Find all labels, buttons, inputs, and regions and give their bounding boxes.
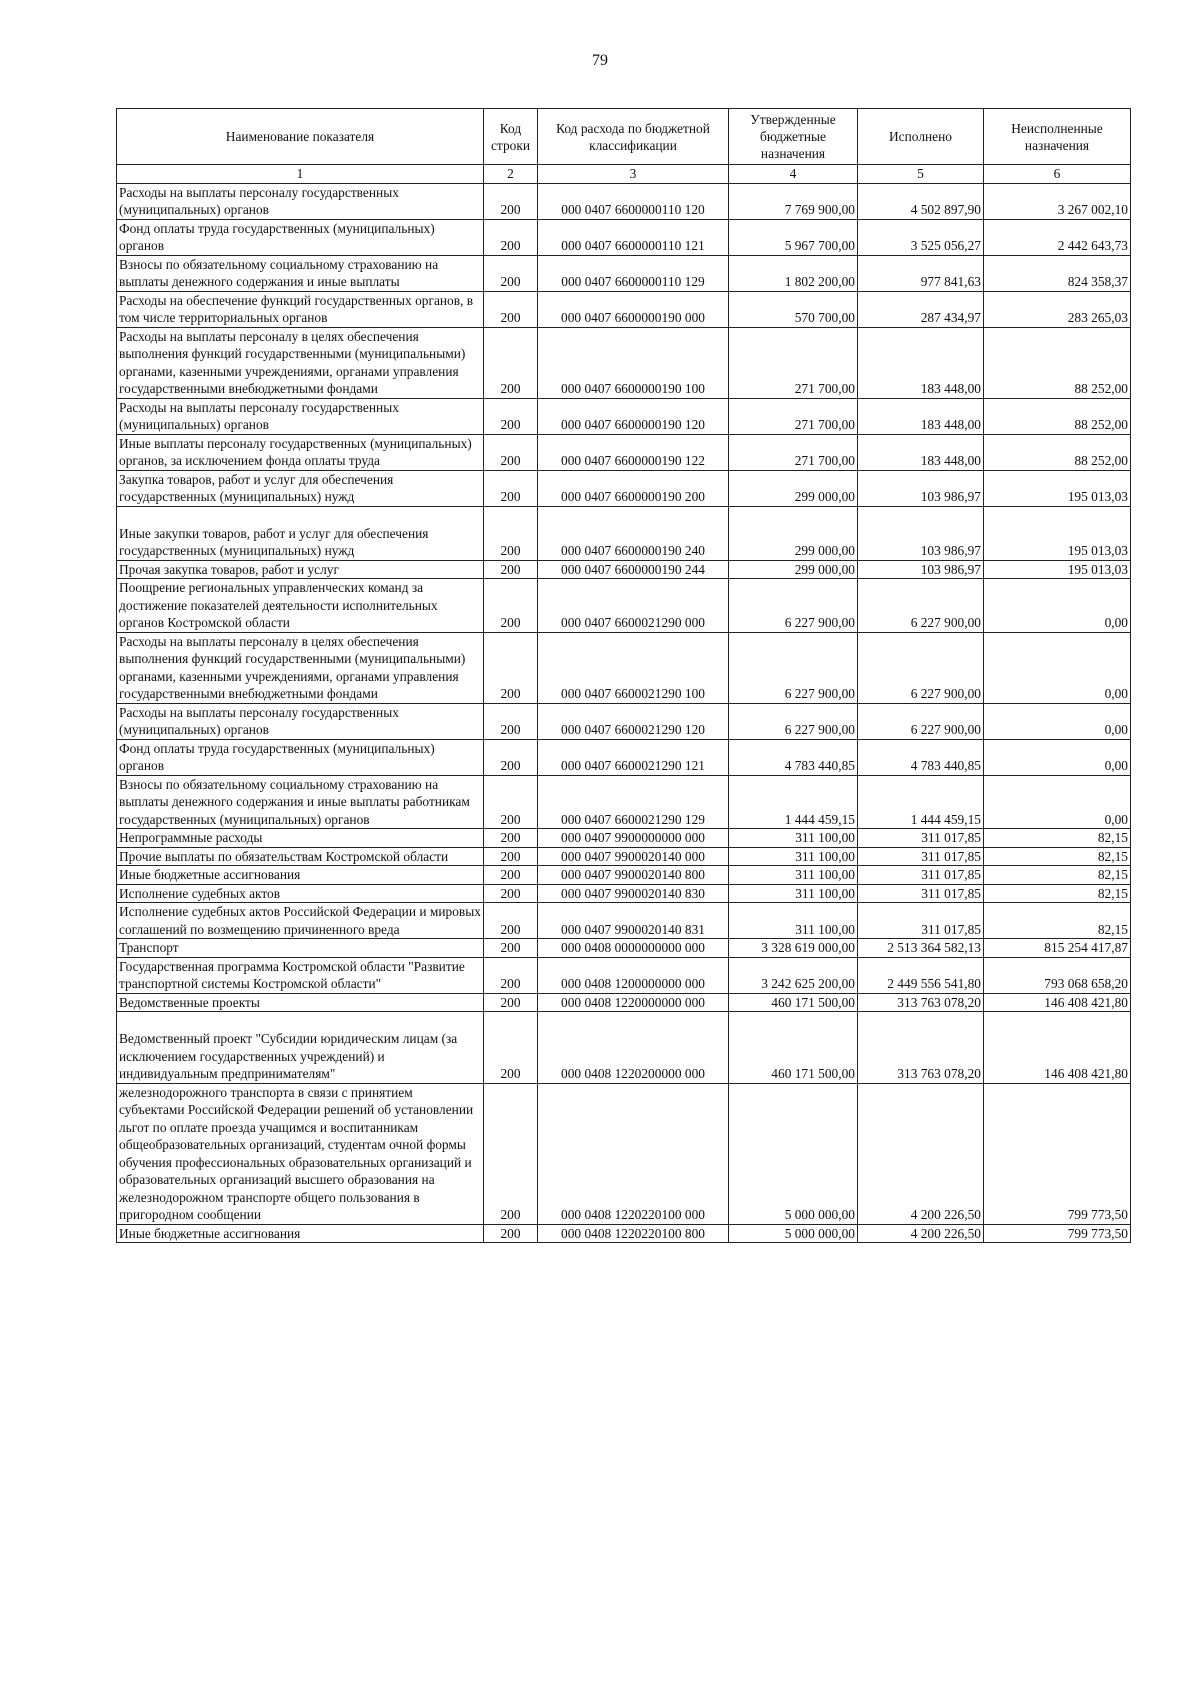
unexecuted-amount-cell: 82,15 xyxy=(984,903,1131,939)
executed-amount-cell: 311 017,85 xyxy=(858,829,984,848)
table-row xyxy=(117,1224,1131,1243)
classification-code-cell: 000 0407 6600000190 000 xyxy=(538,291,729,327)
classification-code-cell: 000 0407 6600000190 240 xyxy=(538,506,729,560)
classification-code-cell: 000 0407 9900020140 800 xyxy=(538,866,729,885)
row-code-cell: 200 xyxy=(484,829,538,848)
executed-amount-cell: 311 017,85 xyxy=(858,866,984,885)
approved-amount-cell: 1 444 459,15 xyxy=(729,775,858,829)
table-row xyxy=(117,255,1131,291)
approved-amount-cell: 3 328 619 000,00 xyxy=(729,939,858,958)
classification-code-cell: 000 0407 6600000190 200 xyxy=(538,470,729,506)
table-row xyxy=(117,1083,1131,1224)
row-code-cell: 200 xyxy=(484,775,538,829)
classification-code-cell: 000 0408 1220200000 000 xyxy=(538,1012,729,1084)
executed-amount-cell: 287 434,97 xyxy=(858,291,984,327)
row-code-cell: 200 xyxy=(484,703,538,739)
classification-code-cell: 000 0407 9900020140 000 xyxy=(538,847,729,866)
classification-code-cell: 000 0407 9900020140 831 xyxy=(538,903,729,939)
unexecuted-amount-cell: 195 013,03 xyxy=(984,506,1131,560)
table-row xyxy=(117,866,1131,885)
approved-amount-cell: 3 242 625 200,00 xyxy=(729,957,858,993)
table-row xyxy=(117,957,1131,993)
header-budget-classification: Код расхода по бюджетной классификации xyxy=(538,109,729,165)
classification-code-cell: 000 0407 6600021290 121 xyxy=(538,739,729,775)
row-code-cell: 200 xyxy=(484,939,538,958)
table-row xyxy=(117,884,1131,903)
row-code-cell: 200 xyxy=(484,470,538,506)
executed-amount-cell: 311 017,85 xyxy=(858,884,984,903)
table-row xyxy=(117,829,1131,848)
executed-amount-cell: 103 986,97 xyxy=(858,470,984,506)
executed-amount-cell: 4 783 440,85 xyxy=(858,739,984,775)
header-unexecuted: Неисполненные назначения xyxy=(984,109,1131,165)
approved-amount-cell: 1 802 200,00 xyxy=(729,255,858,291)
unexecuted-amount-cell: 0,00 xyxy=(984,703,1131,739)
approved-amount-cell: 271 700,00 xyxy=(729,434,858,470)
approved-amount-cell: 5 967 700,00 xyxy=(729,219,858,255)
header-row-code: Код строки xyxy=(484,109,538,165)
unexecuted-amount-cell: 82,15 xyxy=(984,866,1131,885)
approved-amount-cell: 299 000,00 xyxy=(729,506,858,560)
unexecuted-amount-cell: 815 254 417,87 xyxy=(984,939,1131,958)
approved-amount-cell: 7 769 900,00 xyxy=(729,183,858,219)
column-number-row xyxy=(117,165,1131,184)
row-code-cell: 200 xyxy=(484,739,538,775)
approved-amount-cell: 570 700,00 xyxy=(729,291,858,327)
executed-amount-cell: 103 986,97 xyxy=(858,560,984,579)
unexecuted-amount-cell: 0,00 xyxy=(984,739,1131,775)
unexecuted-amount-cell: 195 013,03 xyxy=(984,470,1131,506)
executed-amount-cell: 3 525 056,27 xyxy=(858,219,984,255)
table-row xyxy=(117,183,1131,219)
column-number: 3 xyxy=(538,165,729,184)
column-number: 2 xyxy=(484,165,538,184)
indicator-name-cell: Расходы на выплаты персоналу государственных (муниципальных) органов xyxy=(117,183,484,219)
executed-amount-cell: 311 017,85 xyxy=(858,903,984,939)
classification-code-cell: 000 0407 9900020140 830 xyxy=(538,884,729,903)
approved-amount-cell: 271 700,00 xyxy=(729,327,858,398)
unexecuted-amount-cell: 88 252,00 xyxy=(984,398,1131,434)
executed-amount-cell: 183 448,00 xyxy=(858,327,984,398)
unexecuted-amount-cell: 82,15 xyxy=(984,829,1131,848)
table-row xyxy=(117,775,1131,829)
classification-code-cell: 000 0407 6600021290 100 xyxy=(538,632,729,703)
indicator-name-cell: Транспорт xyxy=(117,939,484,958)
classification-code-cell: 000 0408 1220000000 000 xyxy=(538,993,729,1012)
row-code-cell: 200 xyxy=(484,1012,538,1084)
row-code-cell: 200 xyxy=(484,255,538,291)
unexecuted-amount-cell: 82,15 xyxy=(984,847,1131,866)
executed-amount-cell: 4 200 226,50 xyxy=(858,1083,984,1224)
indicator-name-cell: Иные выплаты персоналу государственных (муниципальных) органов, за исключением фонда оплаты труда xyxy=(117,434,484,470)
indicator-name-cell: Исполнение судебных актов Российской Федерации и мировых соглашений по возмещению причиненного вреда xyxy=(117,903,484,939)
row-code-cell: 200 xyxy=(484,560,538,579)
approved-amount-cell: 311 100,00 xyxy=(729,829,858,848)
executed-amount-cell: 2 513 364 582,13 xyxy=(858,939,984,958)
row-code-cell: 200 xyxy=(484,183,538,219)
unexecuted-amount-cell: 3 267 002,10 xyxy=(984,183,1131,219)
row-code-cell: 200 xyxy=(484,993,538,1012)
classification-code-cell: 000 0407 6600000110 129 xyxy=(538,255,729,291)
classification-code-cell: 000 0407 9900000000 000 xyxy=(538,829,729,848)
classification-code-cell: 000 0407 6600000190 100 xyxy=(538,327,729,398)
column-number: 4 xyxy=(729,165,858,184)
classification-code-cell: 000 0407 6600000190 122 xyxy=(538,434,729,470)
unexecuted-amount-cell: 283 265,03 xyxy=(984,291,1131,327)
indicator-name-cell: Фонд оплаты труда государственных (муниципальных) органов xyxy=(117,739,484,775)
table-row xyxy=(117,579,1131,633)
unexecuted-amount-cell: 88 252,00 xyxy=(984,434,1131,470)
table-row xyxy=(117,847,1131,866)
row-code-cell: 200 xyxy=(484,327,538,398)
unexecuted-amount-cell: 793 068 658,20 xyxy=(984,957,1131,993)
classification-code-cell: 000 0408 1220220100 800 xyxy=(538,1224,729,1243)
executed-amount-cell: 4 200 226,50 xyxy=(858,1224,984,1243)
executed-amount-cell: 183 448,00 xyxy=(858,434,984,470)
indicator-name-cell: Прочие выплаты по обязательствам Костромской области xyxy=(117,847,484,866)
executed-amount-cell: 2 449 556 541,80 xyxy=(858,957,984,993)
approved-amount-cell: 311 100,00 xyxy=(729,903,858,939)
table-header-row xyxy=(117,109,1131,165)
unexecuted-amount-cell: 146 408 421,80 xyxy=(984,993,1131,1012)
approved-amount-cell: 460 171 500,00 xyxy=(729,1012,858,1084)
table-row xyxy=(117,470,1131,506)
table-row xyxy=(117,434,1131,470)
row-code-cell: 200 xyxy=(484,579,538,633)
unexecuted-amount-cell: 0,00 xyxy=(984,775,1131,829)
table-row xyxy=(117,327,1131,398)
classification-code-cell: 000 0408 0000000000 000 xyxy=(538,939,729,958)
executed-amount-cell: 6 227 900,00 xyxy=(858,579,984,633)
page-number: 79 xyxy=(592,52,608,69)
executed-amount-cell: 6 227 900,00 xyxy=(858,632,984,703)
row-code-cell: 200 xyxy=(484,866,538,885)
classification-code-cell: 000 0407 6600021290 120 xyxy=(538,703,729,739)
indicator-name-cell: Иные бюджетные ассигнования xyxy=(117,866,484,885)
table-row xyxy=(117,632,1131,703)
executed-amount-cell: 977 841,63 xyxy=(858,255,984,291)
indicator-name-cell: Иные бюджетные ассигнования xyxy=(117,1224,484,1243)
unexecuted-amount-cell: 0,00 xyxy=(984,579,1131,633)
unexecuted-amount-cell: 195 013,03 xyxy=(984,560,1131,579)
approved-amount-cell: 311 100,00 xyxy=(729,884,858,903)
classification-code-cell: 000 0407 6600021290 129 xyxy=(538,775,729,829)
indicator-name-cell: Ведомственные проекты xyxy=(117,993,484,1012)
indicator-name-cell: Расходы на выплаты персоналу государственных (муниципальных) органов xyxy=(117,703,484,739)
row-code-cell: 200 xyxy=(484,847,538,866)
approved-amount-cell: 6 227 900,00 xyxy=(729,632,858,703)
unexecuted-amount-cell: 824 358,37 xyxy=(984,255,1131,291)
indicator-name-cell: Ведомственный проект "Субсидии юридическим лицам (за исключением государственных учреждений) и индивидуальным предпринимателям" xyxy=(117,1012,484,1084)
indicator-name-cell: Непрограммные расходы xyxy=(117,829,484,848)
unexecuted-amount-cell: 88 252,00 xyxy=(984,327,1131,398)
approved-amount-cell: 5 000 000,00 xyxy=(729,1224,858,1243)
unexecuted-amount-cell: 799 773,50 xyxy=(984,1083,1131,1224)
row-code-cell: 200 xyxy=(484,291,538,327)
header-indicator-name: Наименование показателя xyxy=(117,109,484,165)
indicator-name-cell: Закупка товаров, работ и услуг для обеспечения государственных (муниципальных) нужд xyxy=(117,470,484,506)
classification-code-cell: 000 0407 6600000190 244 xyxy=(538,560,729,579)
indicator-name-cell: Расходы на выплаты персоналу государственных (муниципальных) органов xyxy=(117,398,484,434)
row-code-cell: 200 xyxy=(484,398,538,434)
table-row xyxy=(117,506,1131,560)
approved-amount-cell: 271 700,00 xyxy=(729,398,858,434)
row-code-cell: 200 xyxy=(484,884,538,903)
approved-amount-cell: 6 227 900,00 xyxy=(729,579,858,633)
indicator-name-cell: железнодорожного транспорта в связи с принятием субъектами Российской Федерации решений об установлении льгот по оплате проезда учащимся и воспитанникам общеобразовательных организаций, студентам очной формы обучения профессиональных образовательных организаций и образовательных организаций высшего образования на железнодорожном транспорте общего пользования в пригородном сообщении xyxy=(117,1083,484,1224)
classification-code-cell: 000 0407 6600021290 000 xyxy=(538,579,729,633)
executed-amount-cell: 183 448,00 xyxy=(858,398,984,434)
column-number: 1 xyxy=(117,165,484,184)
table-row xyxy=(117,703,1131,739)
row-code-cell: 200 xyxy=(484,1224,538,1243)
indicator-name-cell: Государственная программа Костромской области "Развитие транспортной системы Костромской области" xyxy=(117,957,484,993)
table-row xyxy=(117,398,1131,434)
unexecuted-amount-cell: 0,00 xyxy=(984,632,1131,703)
table-body xyxy=(117,183,1131,1243)
classification-code-cell: 000 0407 6600000110 121 xyxy=(538,219,729,255)
approved-amount-cell: 6 227 900,00 xyxy=(729,703,858,739)
executed-amount-cell: 6 227 900,00 xyxy=(858,703,984,739)
row-code-cell: 200 xyxy=(484,1083,538,1224)
header-executed: Исполнено xyxy=(858,109,984,165)
indicator-name-cell: Иные закупки товаров, работ и услуг для обеспечения государственных (муниципальных) нужд xyxy=(117,506,484,560)
row-code-cell: 200 xyxy=(484,903,538,939)
table-row xyxy=(117,1012,1131,1084)
table-row xyxy=(117,291,1131,327)
table-row xyxy=(117,993,1131,1012)
row-code-cell: 200 xyxy=(484,506,538,560)
indicator-name-cell: Расходы на выплаты персоналу в целях обеспечения выполнения функций государственными (муниципальными) органами, казенными учреждениями, органами управления государственными внебюджетными фондами xyxy=(117,327,484,398)
indicator-name-cell: Поощрение региональных управленческих команд за достижение показателей деятельности исполнительных органов Костромской области xyxy=(117,579,484,633)
unexecuted-amount-cell: 146 408 421,80 xyxy=(984,1012,1131,1084)
table-row xyxy=(117,219,1131,255)
table-row xyxy=(117,903,1131,939)
column-number: 5 xyxy=(858,165,984,184)
approved-amount-cell: 299 000,00 xyxy=(729,470,858,506)
approved-amount-cell: 4 783 440,85 xyxy=(729,739,858,775)
executed-amount-cell: 313 763 078,20 xyxy=(858,993,984,1012)
indicator-name-cell: Расходы на выплаты персоналу в целях обеспечения выполнения функций государственными (муниципальными) органами, казенными учреждениями, органами управления государственными внебюджетными фондами xyxy=(117,632,484,703)
column-number: 6 xyxy=(984,165,1131,184)
table-row xyxy=(117,560,1131,579)
row-code-cell: 200 xyxy=(484,434,538,470)
approved-amount-cell: 311 100,00 xyxy=(729,847,858,866)
table-row xyxy=(117,939,1131,958)
executed-amount-cell: 313 763 078,20 xyxy=(858,1012,984,1084)
indicator-name-cell: Взносы по обязательному социальному страхованию на выплаты денежного содержания и иные выплаты работникам государственных (муниципальных) органов xyxy=(117,775,484,829)
approved-amount-cell: 460 171 500,00 xyxy=(729,993,858,1012)
indicator-name-cell: Расходы на обеспечение функций государственных органов, в том числе территориальных органов xyxy=(117,291,484,327)
unexecuted-amount-cell: 82,15 xyxy=(984,884,1131,903)
executed-amount-cell: 4 502 897,90 xyxy=(858,183,984,219)
unexecuted-amount-cell: 2 442 643,73 xyxy=(984,219,1131,255)
approved-amount-cell: 311 100,00 xyxy=(729,866,858,885)
classification-code-cell: 000 0407 6600000110 120 xyxy=(538,183,729,219)
header-approved: Утвержденные бюджетные назначения xyxy=(729,109,858,165)
classification-code-cell: 000 0408 1200000000 000 xyxy=(538,957,729,993)
table-row xyxy=(117,739,1131,775)
indicator-name-cell: Прочая закупка товаров, работ и услуг xyxy=(117,560,484,579)
unexecuted-amount-cell: 799 773,50 xyxy=(984,1224,1131,1243)
approved-amount-cell: 5 000 000,00 xyxy=(729,1083,858,1224)
row-code-cell: 200 xyxy=(484,219,538,255)
approved-amount-cell: 299 000,00 xyxy=(729,560,858,579)
executed-amount-cell: 103 986,97 xyxy=(858,506,984,560)
row-code-cell: 200 xyxy=(484,957,538,993)
classification-code-cell: 000 0408 1220220100 000 xyxy=(538,1083,729,1224)
classification-code-cell: 000 0407 6600000190 120 xyxy=(538,398,729,434)
indicator-name-cell: Фонд оплаты труда государственных (муниципальных) органов xyxy=(117,219,484,255)
executed-amount-cell: 311 017,85 xyxy=(858,847,984,866)
indicator-name-cell: Исполнение судебных актов xyxy=(117,884,484,903)
row-code-cell: 200 xyxy=(484,632,538,703)
indicator-name-cell: Взносы по обязательному социальному страхованию на выплаты денежного содержания и иные выплаты xyxy=(117,255,484,291)
budget-execution-table xyxy=(116,108,1131,1243)
executed-amount-cell: 1 444 459,15 xyxy=(858,775,984,829)
